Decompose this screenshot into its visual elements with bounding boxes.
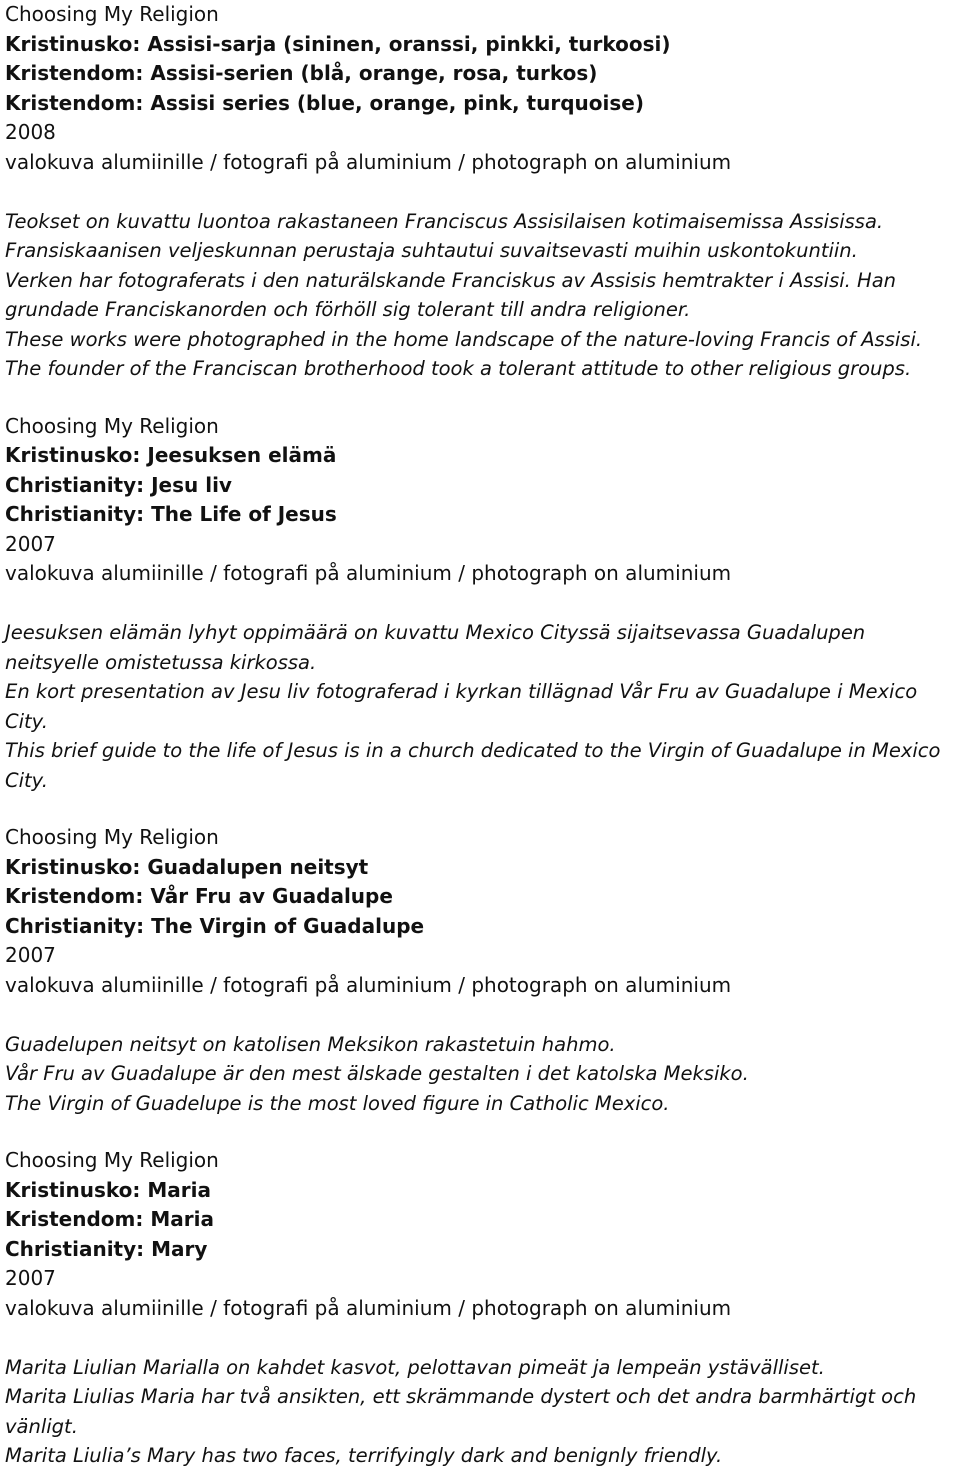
- artwork-description: [5, 1030, 955, 1119]
- description-fi: Guadelupen neitsyt on katolisen Meksikon rakastetuin hahmo.: [5, 1032, 616, 1056]
- artwork-entry: [5, 0, 955, 384]
- artwork-medium: valokuva alumiinille / fotografi på aluminium / photograph on aluminium: [5, 1295, 732, 1320]
- artwork-description: [5, 618, 955, 795]
- artwork-medium: valokuva alumiinille / fotografi på aluminium / photograph on aluminium: [5, 972, 732, 997]
- description-en: The Virgin of Guadelupe is the most loved figure in Catholic Mexico.: [5, 1091, 670, 1115]
- artwork-title-en: Christianity: The Virgin of Guadalupe: [5, 913, 425, 938]
- description-sv: En kort presentation av Jesu liv fotograferad i kyrkan tillägnad Vår Fru av Guadalupe i Mexico City.: [5, 680, 918, 733]
- artwork-entry: [5, 823, 955, 1118]
- artwork-title-fi: Kristinusko: Guadalupen neitsyt: [5, 854, 369, 879]
- description-en: This brief guide to the life of Jesus is in a church dedicated to the Virgin of Guadalupe in Mexico City.: [5, 739, 941, 792]
- artwork-year: 2008: [5, 120, 56, 144]
- series-name: Choosing My Religion: [5, 1148, 219, 1172]
- description-en: These works were photographed in the home landscape of the nature-loving Francis of Assisi. The founder of the Franciscan brotherhood took a tolerant attitude to other religious groups.: [5, 327, 923, 380]
- series-name: Choosing My Religion: [5, 2, 219, 26]
- description-fi: Teokset on kuvattu luontoa rakastaneen Franciscus Assisilaisen kotimaisemissa Assisissa. Fransiskaanisen veljeskunnan perustaja suhtautui suvaitsevasti muihin uskontokuntiin.: [5, 209, 884, 262]
- description-fi: Jeesuksen elämän lyhyt oppimäärä on kuvattu Mexico Cityssä sijaitsevassa Guadalupen neitsyelle omistetussa kirkossa.: [5, 621, 866, 674]
- artwork-title-fi: Kristinusko: Jeesuksen elämä: [5, 443, 337, 467]
- artwork-description: [5, 1353, 955, 1471]
- artwork-entry: [5, 412, 955, 796]
- artwork-year: 2007: [5, 943, 56, 967]
- artwork-title-sv: Kristendom: Vår Fru av Guadalupe: [5, 884, 393, 908]
- artwork-title-en: Kristendom: Assisi series (blue, orange, pink, turquoise): [5, 90, 644, 115]
- description-sv: Vår Fru av Guadalupe är den mest älskade gestalten i det katolska Meksiko.: [5, 1062, 749, 1085]
- artwork-medium: valokuva alumiinille / fotografi på aluminium / photograph on aluminium: [5, 561, 732, 585]
- artwork-medium: valokuva alumiinille / fotografi på aluminium / photograph on aluminium: [5, 149, 732, 174]
- description-sv: Marita Liulias Maria har två ansikten, ett skrämmande dystert och det andra barmhärtigt och vänligt.: [5, 1385, 917, 1438]
- artwork-title-fi: Kristinusko: Assisi-sarja (sininen, oranssi, pinkki, turkoosi): [5, 31, 671, 56]
- artwork-title-en: Christianity: The Life of Jesus: [5, 502, 337, 526]
- artwork-title-en: Christianity: Mary: [5, 1236, 208, 1261]
- artwork-title-sv: Christianity: Jesu liv: [5, 472, 232, 497]
- series-name: Choosing My Religion: [5, 825, 219, 849]
- artwork-entry: [5, 1146, 955, 1471]
- artwork-title-sv: Kristendom: Assisi-serien (blå, orange, rosa, turkos): [5, 61, 598, 85]
- description-sv: Verken har fotograferats i den naturälskande Franciskus av Assisis hemtrakter i Assisi. Han grundade Franciskanorden och förhöll sig tolerant till andra religioner.: [5, 268, 897, 321]
- description-fi: Marita Liulian Marialla on kahdet kasvot, pelottavan pimeät ja lempeän ystävälliset.: [5, 1355, 825, 1379]
- artwork-description: [5, 207, 955, 384]
- artwork-title-fi: Kristinusko: Maria: [5, 1177, 211, 1202]
- artwork-title-sv: Kristendom: Maria: [5, 1207, 214, 1231]
- artwork-year: 2007: [5, 1266, 56, 1290]
- artwork-year: 2007: [5, 531, 56, 556]
- series-name: Choosing My Religion: [5, 413, 219, 438]
- description-en: Marita Liulia’s Mary has two faces, terrifyingly dark and benignly friendly.: [5, 1444, 723, 1467]
